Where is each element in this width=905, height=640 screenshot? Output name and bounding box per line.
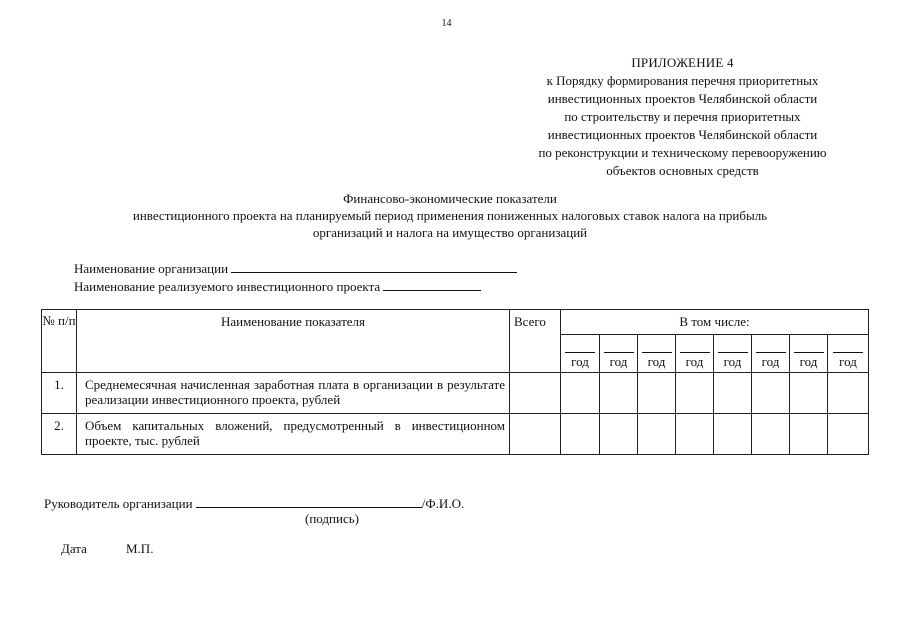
header-total: Всего xyxy=(510,310,561,373)
row-year-cell[interactable] xyxy=(676,373,714,414)
year-label: год xyxy=(799,354,818,369)
signature-blank[interactable] xyxy=(196,494,422,508)
row-number: 2. xyxy=(42,414,77,455)
row-year-cell[interactable] xyxy=(714,373,752,414)
year-blank[interactable] xyxy=(642,342,672,353)
row-number: 1. xyxy=(42,373,77,414)
document-title xyxy=(30,190,870,241)
row-year-cell[interactable] xyxy=(790,414,828,455)
year-label: год xyxy=(761,354,780,369)
row-year-cell[interactable] xyxy=(790,373,828,414)
table-header-row xyxy=(42,310,869,335)
row-year-cell[interactable] xyxy=(752,373,790,414)
row-year-cell[interactable] xyxy=(561,414,600,455)
appendix-line: инвестиционных проектов Челябинской области xyxy=(547,91,818,106)
appendix-line: инвестиционных проектов Челябинской области xyxy=(547,127,818,142)
table-row xyxy=(42,414,869,455)
row-year-cell[interactable] xyxy=(600,373,638,414)
organization-name-blank[interactable] xyxy=(231,259,517,273)
signature-fio: /Ф.И.О. xyxy=(421,496,465,511)
row-indicator-name: Среднемесячная начисленная заработная плата в организации в результате реализации инвестиционного проекта, рублей xyxy=(77,373,510,414)
organization-name-label: Наименование организации xyxy=(74,261,229,276)
year-cell xyxy=(600,335,638,373)
row-total-cell[interactable] xyxy=(510,414,561,455)
row-total-cell[interactable] xyxy=(510,373,561,414)
row-year-cell[interactable] xyxy=(676,414,714,455)
year-cell xyxy=(714,335,752,373)
seal-label: М.П. xyxy=(126,541,154,556)
row-year-cell[interactable] xyxy=(638,373,676,414)
year-cell xyxy=(561,335,600,373)
row-year-cell[interactable] xyxy=(638,414,676,455)
appendix-line: к Порядку формирования перечня приоритетных xyxy=(546,73,819,88)
project-name-blank[interactable] xyxy=(383,277,481,291)
appendix-line: по реконструкции и техническому перевооружению xyxy=(538,145,827,160)
title-line: организаций и налога на имущество организаций xyxy=(312,225,588,240)
year-cell xyxy=(828,335,869,373)
year-label: год xyxy=(571,354,589,369)
header-indicator-name: Наименование показателя xyxy=(77,310,510,373)
row-indicator-name: Объем капитальных вложений, предусмотренный в инвестиционном проекте, тыс. рублей xyxy=(77,414,510,455)
year-cell xyxy=(638,335,676,373)
title-line: Финансово-экономические показатели xyxy=(343,191,557,206)
year-blank[interactable] xyxy=(833,342,863,353)
year-label: год xyxy=(647,354,666,369)
title-line: инвестиционного проекта на планируемый период применения пониженных налоговых ставок налога на прибыль xyxy=(132,208,768,223)
row-year-cell[interactable] xyxy=(600,414,638,455)
year-cell xyxy=(752,335,790,373)
signature-label: Руководитель организации xyxy=(44,496,193,511)
appendix-header xyxy=(470,54,895,180)
row-year-cell[interactable] xyxy=(561,373,600,414)
year-cell xyxy=(790,335,828,373)
year-cell xyxy=(676,335,714,373)
year-label: год xyxy=(723,354,742,369)
year-blank[interactable] xyxy=(794,342,824,353)
year-blank[interactable] xyxy=(680,342,710,353)
project-name-label: Наименование реализуемого инвестиционного проекта xyxy=(74,279,381,294)
page-number: 14 xyxy=(441,18,452,29)
row-year-cell[interactable] xyxy=(752,414,790,455)
project-name-field xyxy=(74,277,481,295)
appendix-title: ПРИЛОЖЕНИЕ 4 xyxy=(631,55,734,70)
year-blank[interactable] xyxy=(604,342,634,353)
row-year-cell[interactable] xyxy=(828,414,869,455)
header-number: № п/п xyxy=(42,310,77,373)
header-including: В том числе: xyxy=(561,310,869,335)
year-blank[interactable] xyxy=(756,342,786,353)
year-blank[interactable] xyxy=(718,342,748,353)
signature-caption: (подпись) xyxy=(305,511,359,526)
row-year-cell[interactable] xyxy=(714,414,752,455)
year-label: год xyxy=(609,354,628,369)
table-row xyxy=(42,373,869,414)
appendix-line: по строительству и перечня приоритетных xyxy=(564,109,801,124)
date-label: Дата xyxy=(61,541,87,556)
year-blank[interactable] xyxy=(565,342,595,353)
row-year-cell[interactable] xyxy=(828,373,869,414)
signature-line xyxy=(44,494,464,512)
appendix-line: объектов основных средств xyxy=(606,163,759,178)
year-label: год xyxy=(839,354,857,369)
year-label: год xyxy=(685,354,704,369)
indicators-table xyxy=(41,309,869,455)
organization-name-field xyxy=(74,259,517,277)
